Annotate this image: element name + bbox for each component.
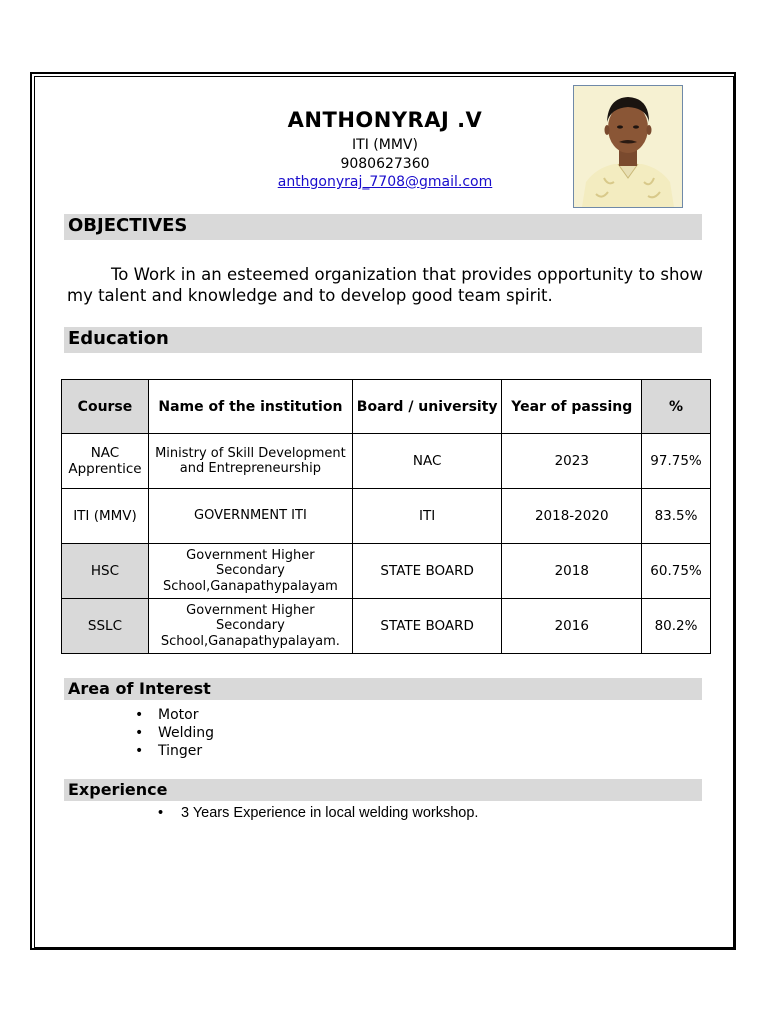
table-row xyxy=(62,434,711,489)
list-item: • Welding xyxy=(135,724,214,742)
list-item: • 3 Years Experience in local welding workshop. xyxy=(158,804,478,823)
year-cell: 2023 xyxy=(502,434,642,489)
institution-cell: GOVERNMENT ITI xyxy=(148,489,352,544)
phone-number: 9080627360 xyxy=(340,156,430,172)
profile-photo xyxy=(573,85,683,208)
board-cell: STATE BOARD xyxy=(352,544,502,599)
column-header-year: Year of passing xyxy=(502,380,642,434)
experience-heading: Experience xyxy=(64,779,702,801)
column-header-course: Course xyxy=(62,380,149,434)
table-row xyxy=(62,544,711,599)
year-cell: 2018 xyxy=(502,544,642,599)
table-row xyxy=(62,599,711,654)
list-item: • Tinger xyxy=(135,742,214,760)
board-cell: ITI xyxy=(352,489,502,544)
percent-cell: 60.75% xyxy=(642,544,711,599)
percent-cell: 97.75% xyxy=(642,434,711,489)
column-header-institution: Name of the institution xyxy=(148,380,352,434)
year-cell: 2018-2020 xyxy=(502,489,642,544)
interest-list xyxy=(135,706,214,760)
course-cell: NAC Apprentice xyxy=(62,434,149,489)
candidate-name: ANTHONYRAJ .V xyxy=(287,108,483,132)
qualification: ITI (MMV) xyxy=(352,137,418,153)
person-portrait-icon xyxy=(574,86,682,207)
course-cell: SSLC xyxy=(62,599,149,654)
column-header-percent: % xyxy=(642,380,711,434)
institution-cell: Government Higher Secondary School,Ganapathypalayam xyxy=(148,544,352,599)
list-item: • Motor xyxy=(135,706,214,724)
column-header-board: Board / university xyxy=(352,380,502,434)
objective-paragraph: To Work in an esteemed organization that provides opportunity to show my talent and knowledge and to develop good team spirit. xyxy=(67,265,703,305)
objectives-heading: OBJECTIVES xyxy=(64,214,702,240)
education-table xyxy=(61,379,711,654)
board-cell: STATE BOARD xyxy=(352,599,502,654)
board-cell: NAC xyxy=(352,434,502,489)
interest-heading: Area of Interest xyxy=(64,678,702,700)
course-cell: HSC xyxy=(62,544,149,599)
table-row xyxy=(62,489,711,544)
institution-cell: Ministry of Skill Development and Entrepreneurship xyxy=(148,434,352,489)
percent-cell: 83.5% xyxy=(642,489,711,544)
table-header-row xyxy=(62,380,711,434)
institution-cell: Government Higher Secondary School,Ganapathypalayam. xyxy=(148,599,352,654)
year-cell: 2016 xyxy=(502,599,642,654)
experience-list xyxy=(158,804,478,823)
education-heading: Education xyxy=(64,327,702,353)
email-link[interactable]: anthgonyraj_7708@gmail.com xyxy=(277,174,493,190)
percent-cell: 80.2% xyxy=(642,599,711,654)
course-cell: ITI (MMV) xyxy=(62,489,149,544)
